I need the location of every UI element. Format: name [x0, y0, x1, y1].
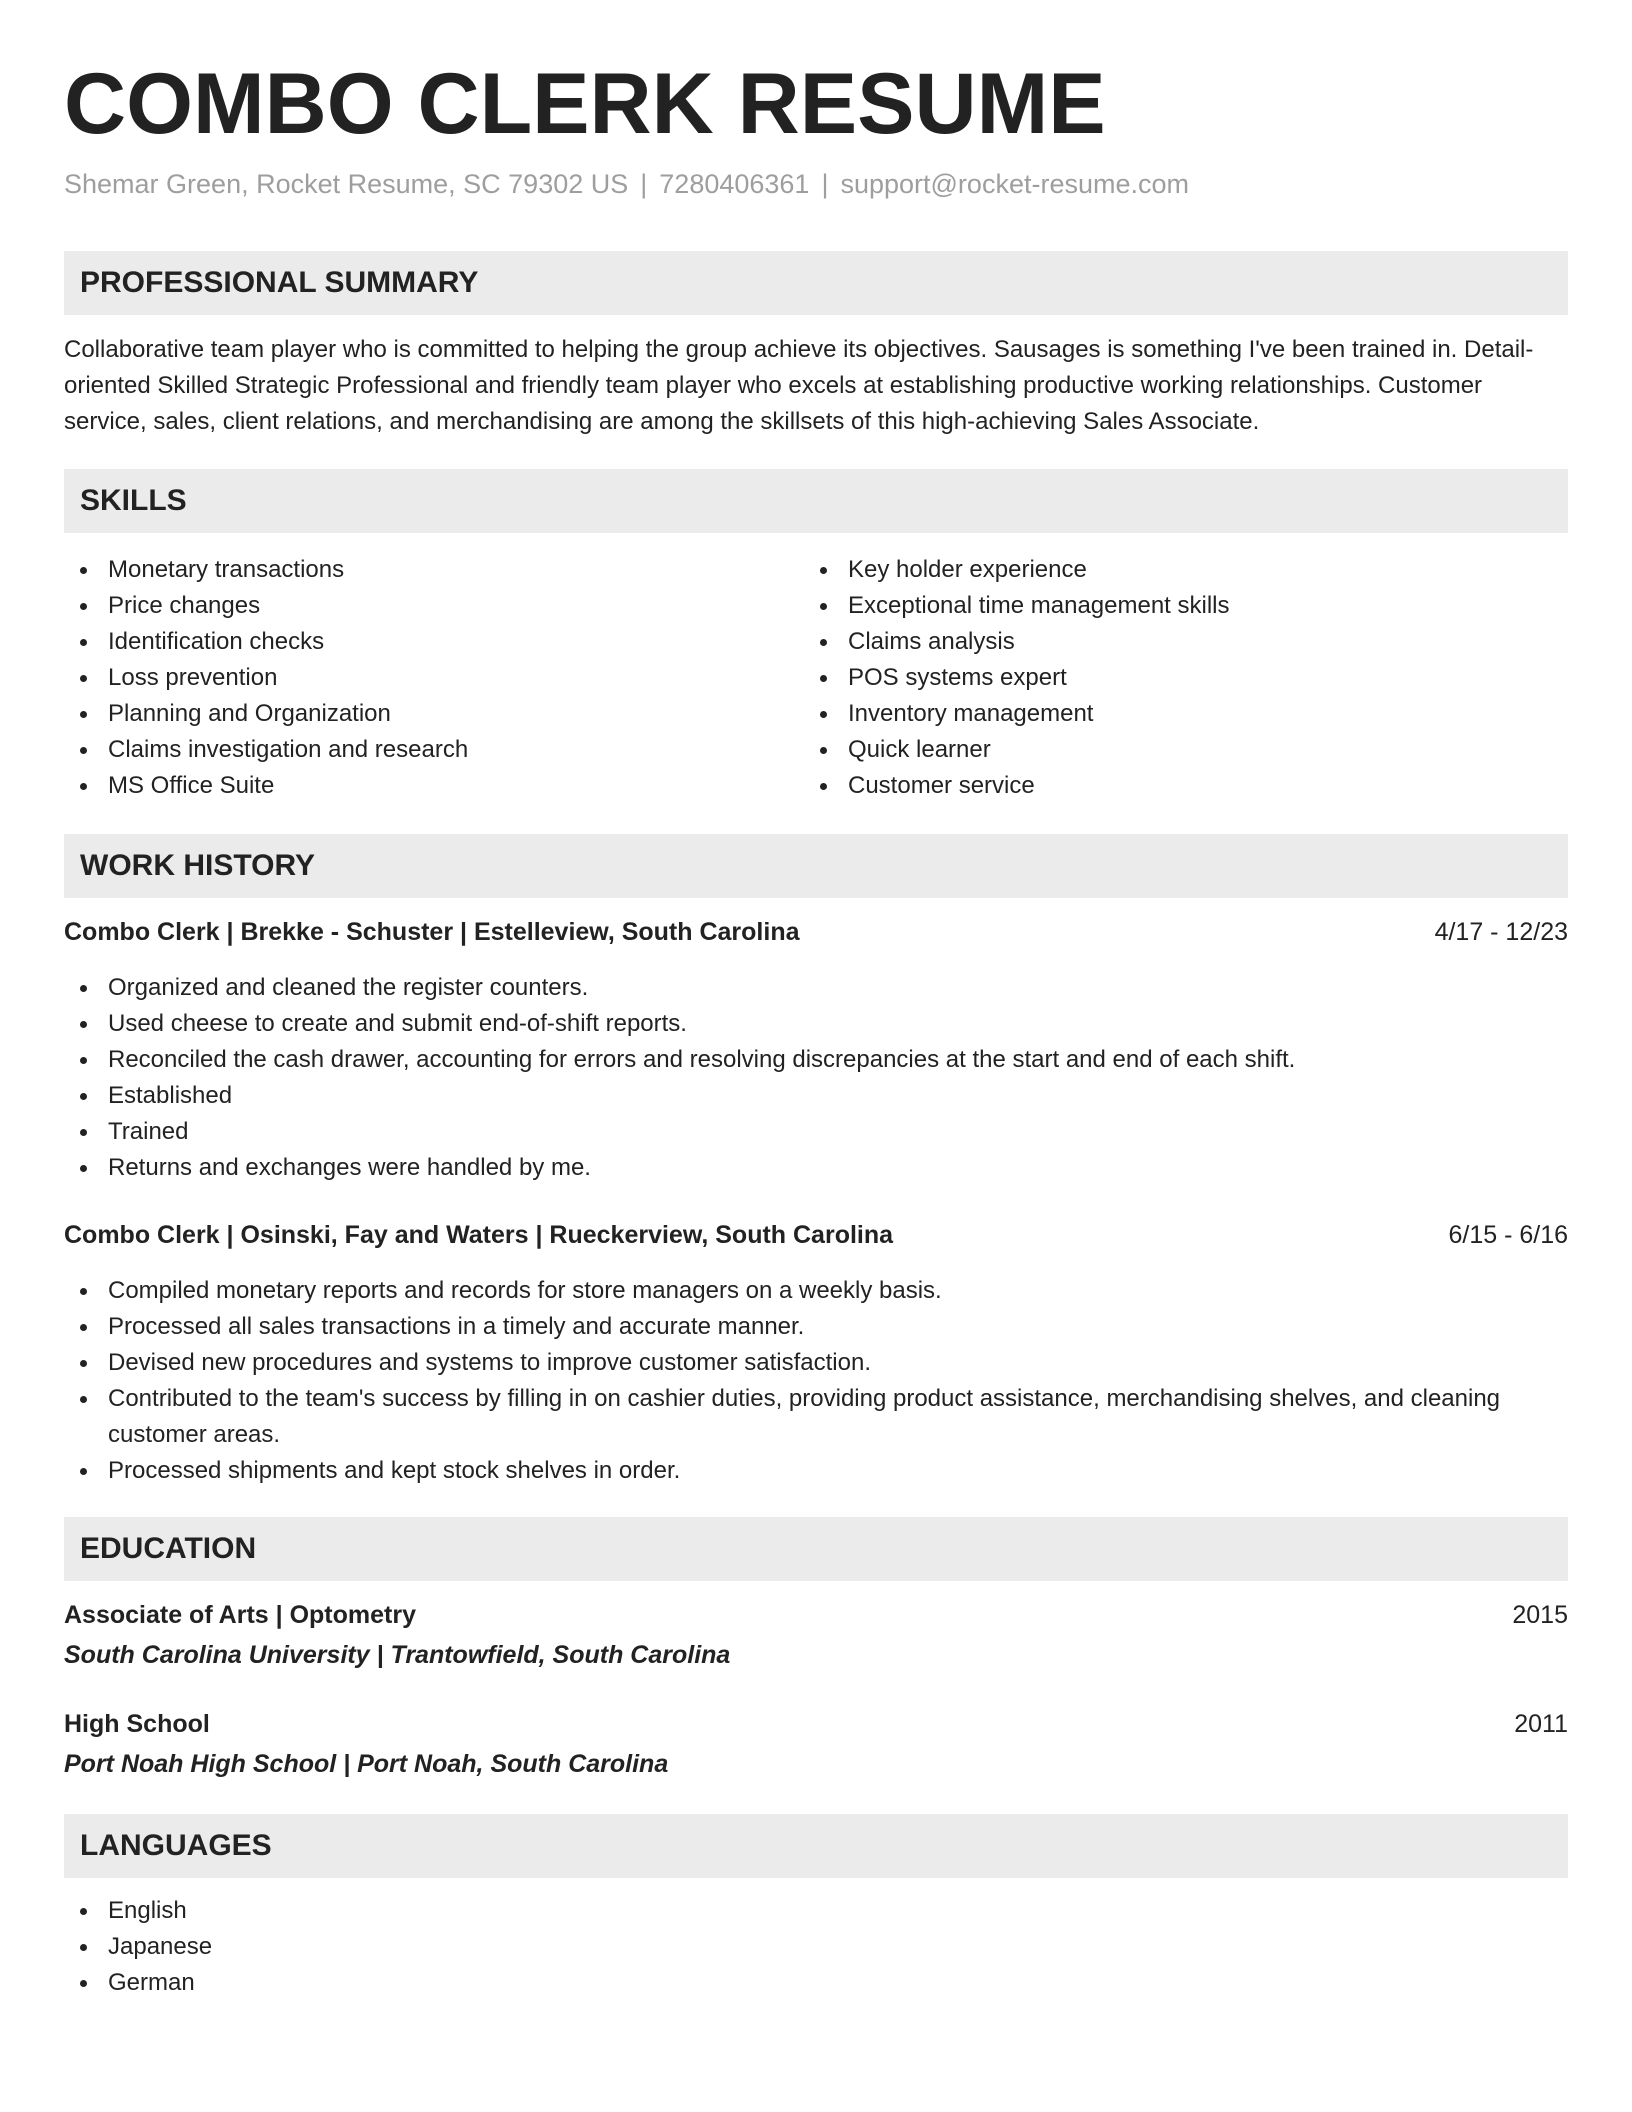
- skills-list-right: [804, 552, 1544, 804]
- job-duty: Reconciled the cash drawer, accounting for errors and resolving discrepancies at the start and end of each shift.: [64, 1042, 1568, 1078]
- section-heading: WORK HISTORY: [80, 849, 316, 882]
- skill-item: Identification checks: [64, 624, 804, 660]
- job-duties-list: [64, 970, 1568, 1186]
- skills-section-header: [64, 469, 1568, 533]
- job-duty: Organized and cleaned the register counters.: [64, 970, 1568, 1006]
- resume-title: COMBO CLERK RESUME: [64, 56, 1106, 152]
- language-item: Japanese: [64, 1929, 764, 1965]
- languages-list: [64, 1893, 764, 2001]
- contact-separator: |: [821, 169, 829, 199]
- section-heading: SKILLS: [80, 484, 187, 517]
- summary-section-header: [64, 251, 1568, 315]
- job-duty: Contributed to the team's success by filling in on cashier duties, providing product assistance, merchandising shelves, and cleaning customer areas.: [64, 1381, 1568, 1453]
- education-section-header: [64, 1517, 1568, 1581]
- job-duty: Used cheese to create and submit end-of-shift reports.: [64, 1006, 1568, 1042]
- skill-item: Customer service: [804, 768, 1544, 804]
- job-dates: 6/15 - 6/16: [1448, 1221, 1568, 1249]
- languages-section-header: [64, 1814, 1568, 1878]
- skill-item: Exceptional time management skills: [804, 588, 1544, 624]
- education-year: 2015: [1512, 1601, 1568, 1629]
- skill-item: POS systems expert: [804, 660, 1544, 696]
- skill-item: Loss prevention: [64, 660, 804, 696]
- skill-item: MS Office Suite: [64, 768, 804, 804]
- skill-item: Inventory management: [804, 696, 1544, 732]
- job-title: Combo Clerk | Brekke - Schuster | Estelleview, South Carolina: [64, 918, 800, 946]
- job-duty: Devised new procedures and systems to improve customer satisfaction.: [64, 1345, 1568, 1381]
- contact-phone: 7280406361: [659, 169, 810, 199]
- job-dates: 4/17 - 12/23: [1434, 918, 1568, 946]
- education-entry-header: [64, 1706, 1568, 1742]
- job-duty: Compiled monetary reports and records for store managers on a weekly basis.: [64, 1273, 1568, 1309]
- skill-item: Price changes: [64, 588, 804, 624]
- language-item: German: [64, 1965, 764, 2001]
- job-title: Combo Clerk | Osinski, Fay and Waters | Rueckerview, South Carolina: [64, 1221, 894, 1249]
- job-duty: Processed all sales transactions in a timely and accurate manner.: [64, 1309, 1568, 1345]
- skill-item: Claims investigation and research: [64, 732, 804, 768]
- education-year: 2011: [1514, 1710, 1568, 1738]
- education-school: Port Noah High School | Port Noah, South Carolina: [64, 1750, 669, 1778]
- language-item: English: [64, 1893, 764, 1929]
- section-heading: PROFESSIONAL SUMMARY: [80, 266, 479, 299]
- skill-item: Planning and Organization: [64, 696, 804, 732]
- job-duty: Trained: [64, 1114, 1568, 1150]
- education-degree: High School: [64, 1710, 210, 1738]
- education-school: South Carolina University | Trantowfield, South Carolina: [64, 1641, 731, 1669]
- skill-item: Monetary transactions: [64, 552, 804, 588]
- skill-item: Quick learner: [804, 732, 1544, 768]
- job-duties-list: [64, 1273, 1568, 1489]
- contact-line: [64, 166, 1189, 202]
- contact-separator: |: [640, 169, 648, 199]
- skill-item: Claims analysis: [804, 624, 1544, 660]
- job-header: [64, 914, 1568, 950]
- education-degree: Associate of Arts | Optometry: [64, 1601, 416, 1629]
- section-heading: EDUCATION: [80, 1532, 257, 1565]
- section-heading: LANGUAGES: [80, 1829, 272, 1862]
- contact-email[interactable]: support@rocket-resume.com: [840, 169, 1189, 199]
- contact-address: Shemar Green, Rocket Resume, SC 79302 US: [64, 169, 629, 199]
- education-entry-header: [64, 1597, 1568, 1633]
- skill-item: Key holder experience: [804, 552, 1544, 588]
- job-header: [64, 1217, 1568, 1253]
- summary-text: Collaborative team player who is committed to helping the group achieve its objectives. Sausages is something I've been trained in. Detail-oriented Skilled Strategic Professional and friendly team player who excels at establishing productive working relationships. Customer service, sales, client relations, and merchandising are among the skillsets of this high-achieving Sales Associate.: [64, 336, 1534, 435]
- job-duty: Processed shipments and kept stock shelves in order.: [64, 1453, 1568, 1489]
- work-section-header: [64, 834, 1568, 898]
- skills-list-left: [64, 552, 804, 804]
- job-duty: Established: [64, 1078, 1568, 1114]
- job-duty: Returns and exchanges were handled by me.: [64, 1150, 1568, 1186]
